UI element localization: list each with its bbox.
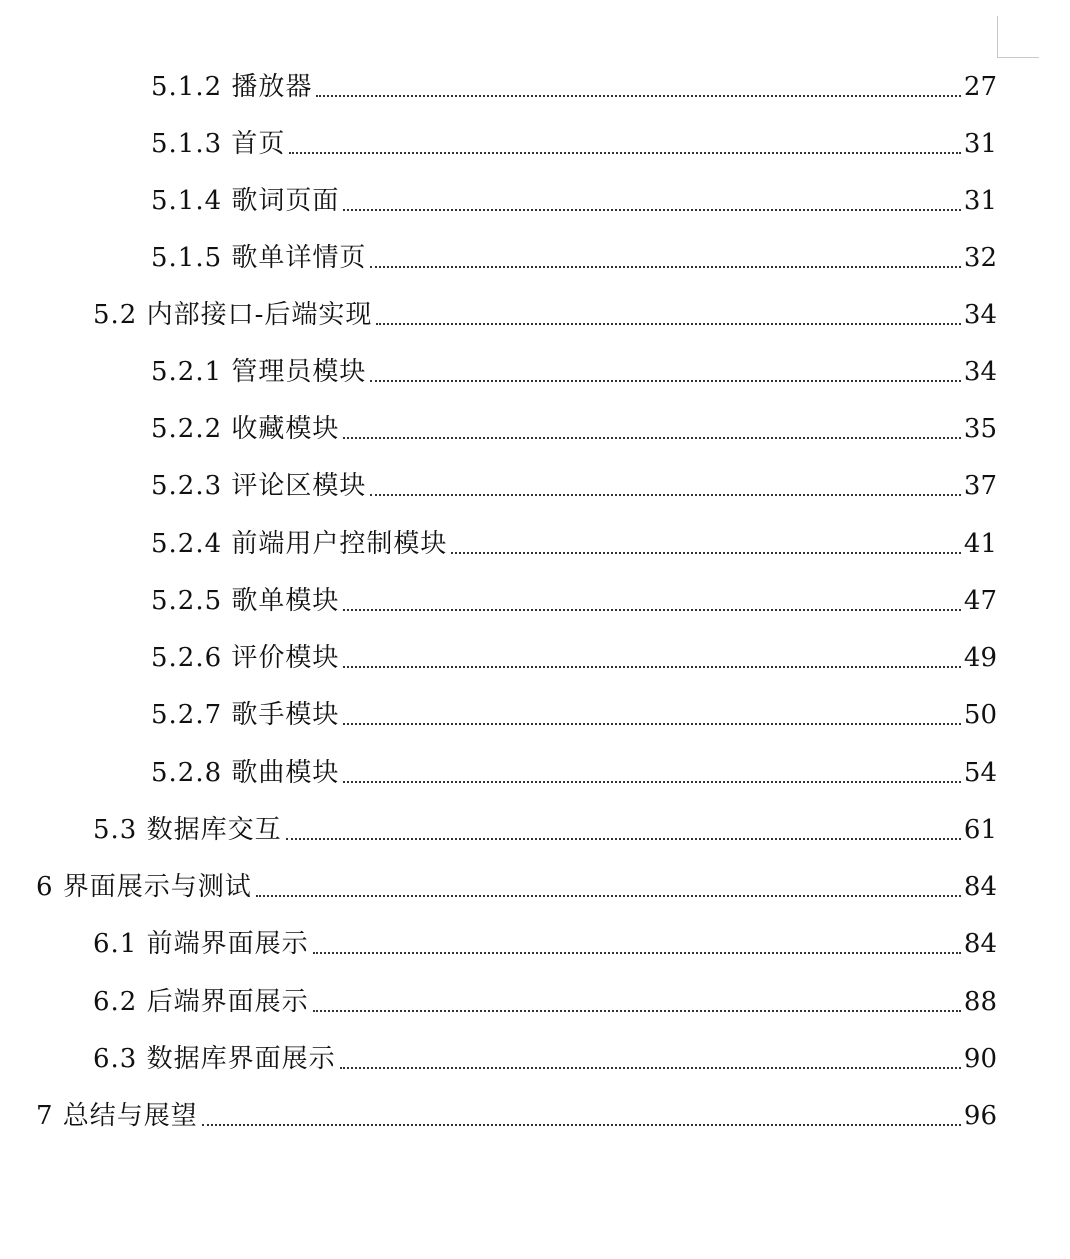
toc-dot-leader	[451, 552, 960, 554]
toc-entry-page: 31	[963, 129, 997, 159]
toc-entry[interactable]	[151, 581, 997, 621]
toc-entry-page: 50	[963, 700, 997, 730]
toc-entry-title: 5.1.4 歌词页面	[151, 186, 340, 216]
toc-entry-page: 88	[963, 987, 997, 1017]
toc-entry[interactable]	[93, 924, 997, 964]
toc-entry-title: 5.1.3 首页	[151, 129, 286, 159]
toc-entry-title: 5.2.8 歌曲模块	[151, 758, 340, 788]
toc-dot-leader	[256, 895, 961, 897]
toc-dot-leader	[370, 380, 960, 382]
page-corner-mark	[997, 16, 1039, 58]
toc-entry-title: 6.3 数据库界面展示	[93, 1044, 336, 1074]
toc-entry[interactable]	[36, 1096, 997, 1136]
toc-entry[interactable]	[151, 238, 997, 278]
toc-entry[interactable]	[151, 753, 997, 793]
toc-entry-title: 6 界面展示与测试	[36, 872, 252, 902]
toc-entry-page: 84	[963, 872, 997, 902]
toc-entry[interactable]	[93, 1039, 997, 1079]
toc-entry[interactable]	[93, 295, 997, 335]
toc-entry-title: 5.2 内部接口-后端实现	[93, 300, 373, 330]
toc-entry-page: 96	[963, 1101, 997, 1131]
toc-entry-page: 31	[963, 186, 997, 216]
toc-entry-title: 5.2.2 收藏模块	[151, 414, 340, 444]
toc-entry-title: 5.2.7 歌手模块	[151, 700, 340, 730]
toc-entry-title: 5.3 数据库交互	[93, 815, 282, 845]
toc-entry-page: 34	[963, 300, 997, 330]
toc-entry[interactable]	[151, 67, 997, 107]
toc-entry-page: 90	[963, 1044, 997, 1074]
toc-entry-title: 5.1.2 播放器	[151, 72, 313, 102]
toc-entry-page: 47	[963, 586, 997, 616]
toc-dot-leader	[316, 95, 960, 97]
toc-entry-page: 34	[963, 357, 997, 387]
toc-entry-title: 7 总结与展望	[36, 1101, 198, 1131]
toc-entry-page: 54	[963, 758, 997, 788]
toc-entry-page: 61	[963, 815, 997, 845]
toc-entry-page: 35	[963, 414, 997, 444]
toc-entry[interactable]	[93, 810, 997, 850]
toc-dot-leader	[343, 723, 960, 725]
toc-entry-title: 5.1.5 歌单详情页	[151, 243, 367, 273]
toc-entry-page: 84	[963, 929, 997, 959]
toc-entry-title: 5.2.6 评价模块	[151, 643, 340, 673]
toc-entry-page: 49	[963, 643, 997, 673]
toc-entry[interactable]	[151, 352, 997, 392]
toc-entry[interactable]	[151, 409, 997, 449]
toc-dot-leader	[202, 1124, 961, 1126]
toc-entry-title: 5.2.4 前端用户控制模块	[151, 529, 448, 559]
toc-entry-title: 6.2 后端界面展示	[93, 987, 309, 1017]
toc-entry-title: 5.2.1 管理员模块	[151, 357, 367, 387]
toc-dot-leader	[370, 266, 960, 268]
toc-entry[interactable]	[151, 524, 997, 564]
toc-entry-page: 32	[963, 243, 997, 273]
toc-entry[interactable]	[151, 638, 997, 678]
toc-dot-leader	[370, 494, 960, 496]
toc-dot-leader	[343, 209, 960, 211]
toc-entry[interactable]	[151, 124, 997, 164]
toc-dot-leader	[286, 838, 961, 840]
toc-dot-leader	[313, 952, 961, 954]
toc-dot-leader	[343, 437, 960, 439]
toc-dot-leader	[343, 781, 960, 783]
toc-entry[interactable]	[151, 695, 997, 735]
toc-entry-title: 5.2.3 评论区模块	[151, 471, 367, 501]
toc-entry-page: 27	[963, 72, 997, 102]
toc-entry[interactable]	[151, 181, 997, 221]
toc-entry-title: 6.1 前端界面展示	[93, 929, 309, 959]
toc-dot-leader	[376, 323, 961, 325]
toc-entry-page: 41	[963, 529, 997, 559]
toc-dot-leader	[289, 152, 960, 154]
toc-dot-leader	[343, 666, 960, 668]
toc-entry-title: 5.2.5 歌单模块	[151, 586, 340, 616]
toc-dot-leader	[343, 609, 960, 611]
toc-entry[interactable]	[151, 466, 997, 506]
toc-entry[interactable]	[93, 982, 997, 1022]
toc-dot-leader	[340, 1067, 961, 1069]
toc-entry-page: 37	[963, 471, 997, 501]
toc-dot-leader	[313, 1010, 961, 1012]
toc-entry[interactable]	[36, 867, 997, 907]
